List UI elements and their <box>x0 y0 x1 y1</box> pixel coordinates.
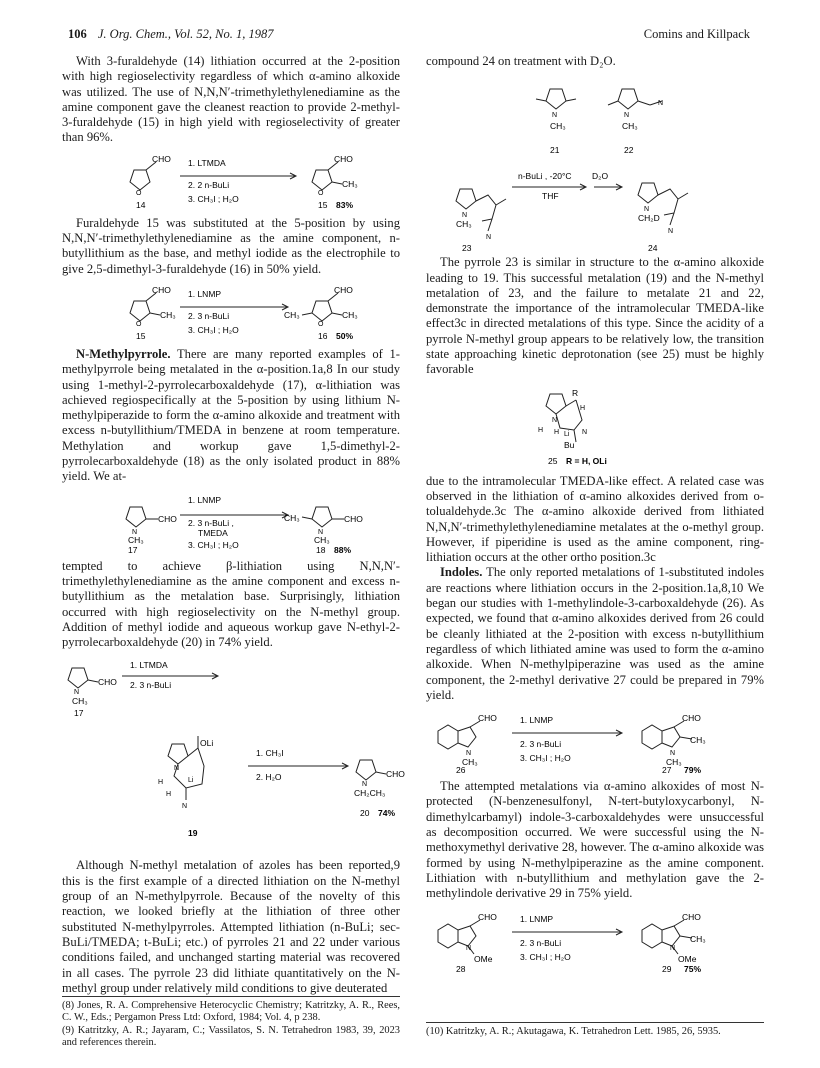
svg-text:Li: Li <box>564 430 570 438</box>
reagent-step1: 1. LNMP <box>520 913 554 924</box>
cho-label: CHO <box>334 284 353 295</box>
compound-number: 22 <box>624 145 634 156</box>
scheme-indole-28 <box>426 908 764 974</box>
paragraph: Although N-methyl metalation of azoles has been reported,9 this is the first example of a directed lithiation on the N-methyl group of an N-methylpyrrole. Because of the novelty of this reaction, we looked briefly at the lithiation of three other substituted N-methylpyrroles. Attempted lithiation (n-BuLi; sec-BuLi/TMEDA; t-BuLi; etc.) of pyrroles 21 and 22 under various conditions failed, and unchanged starting material was recovered in all cases. The pyrrole 23 did lithiate quantitatively on the N-methyl group under relatively mild conditions to give deuterated <box>62 858 400 995</box>
footnotes-left <box>62 1000 400 1050</box>
svg-text:O: O <box>136 189 142 197</box>
journal-citation: J. Org. Chem., Vol. 52, No. 1, 1987 <box>97 27 274 41</box>
footnotes-right <box>426 1026 764 1038</box>
paragraph: tempted to achieve β-lithiation using N,N,N′-trimethylethylenediamine as the amine component and excess n-butyllithium as the metalation base. Surprisingly, lithiation occurred with high regioselectivity on the N-methyl group. Addition of methyl iodide and aqueous workup gave N-ethyl-2-pyrrolecarboxaldehyde (20) in 74% yield. <box>62 558 400 650</box>
running-header <box>68 27 273 42</box>
paragraph: The only reported metalations of 1-substituted indoles are reactions where lithiation occurs in the 2-position.1a,8,10 We began our studies with 1-methylindole-3-carboxaldehyde (26). As expected, we found that α-amino alkoxides derived from 26 could be cleanly lithiated at the 2-position with excess n-butyllithium regardless of which lithiated amine was used to form the α-amino alkoxide. When N-methylpiperazine was used as the amine component, the 2-methyl derivative 27 could be prepared in 79% yield. <box>426 565 764 702</box>
paragraph: With 3-furaldehyde (14) lithiation occurred at the 2-position with high regioselectivity regardless of which α-amino alkoxide was utilized. The use of N,N,N′-trimethylethylenediamine as the amine component gave the cleanest reaction to provide 2-methyl-3-furaldehyde (15) in high yield with regioselectivity of greater than 96%. <box>62 54 400 145</box>
reagent-step3: 3. CH₃I ; H₂O <box>188 539 239 550</box>
ch3-label: CH₃ <box>284 309 300 320</box>
ch3-label: CH₃ <box>284 512 300 523</box>
reagent-step1: 1. LTMDA <box>130 660 168 671</box>
svg-text:N: N <box>466 750 472 758</box>
compound-number: 19 <box>188 828 198 839</box>
solvent: THF <box>542 191 559 202</box>
cho-label: CHO <box>334 153 353 164</box>
cho-label: CHO <box>478 911 497 922</box>
left-column <box>62 54 405 996</box>
svg-text:N: N <box>318 528 324 536</box>
svg-text:N: N <box>624 112 630 120</box>
compound-number: 18 <box>316 544 326 555</box>
svg-text:H: H <box>580 404 586 412</box>
ome-label: OMe <box>678 953 697 964</box>
page-number: 106 <box>68 27 87 41</box>
svg-text:N: N <box>182 803 188 811</box>
ome-label: OMe <box>474 953 493 964</box>
yield: 74% <box>378 808 396 819</box>
reagent-step2: 2. 2 n-BuLi <box>188 179 230 190</box>
svg-text:N: N <box>362 781 368 789</box>
scheme-pyrroles-21-24 <box>426 75 764 254</box>
footnote-rule <box>62 996 400 997</box>
paragraph: due to the intramolecular TMEDA-like effect. A related case was observed in the lithiation of α-amino alkoxides derived from o-tolualdehyde.3c The α-amino alkoxide derived from lithiated N,N,N′-trimethylethylenediamine metalates at the o-methyl group. However, if piperidine is used as the amine component, ring-lithiation occurs at the other ortho position.3c <box>426 473 764 565</box>
paragraph: The pyrrole 23 is similar in structure to the α-amino alkoxide leading to 19. This successful metalation (19) and the N-methyl metalation of 23, and the failure to metalate 21 and 22, demonstrate the importance of the intramolecular TMEDA-like effect3c in directed metalations of this type. Since the acidity of a pyrrole N-methyl group appears to be relatively low, the transition state approaching kinetic deprotonation (see 25) must be highly favorable <box>426 255 764 377</box>
cho-label: CHO <box>152 284 171 295</box>
ch3-label: CH₃ <box>72 696 88 707</box>
reagent-quench: D₂O <box>592 171 609 182</box>
scheme-pyrrole-17 <box>62 491 400 553</box>
reagent-step2: 2. 3 n-BuLi , <box>188 517 234 528</box>
cho-label: CHO <box>478 713 497 724</box>
cho-label: CHO <box>682 713 701 724</box>
svg-text:Li: Li <box>188 777 194 785</box>
svg-text:N: N <box>486 234 492 242</box>
cho-label: CHO <box>344 513 363 524</box>
svg-text:H: H <box>538 426 544 434</box>
reagent-step3: 3. CH₃I ; H₂O <box>188 324 239 335</box>
svg-text:N: N <box>466 944 472 952</box>
paragraph: compound 24 on treatment with D₂O. <box>426 54 616 68</box>
yield: 75% <box>684 963 702 974</box>
svg-text:N: N <box>644 206 650 214</box>
ch3-label: CH₃ <box>462 757 478 768</box>
reagent-step1: 1. LNMP <box>188 494 222 505</box>
ch3-label: CH₃ <box>666 757 682 768</box>
compound-number: 26 <box>456 765 466 776</box>
reagent-step2b: TMEDA <box>198 527 228 538</box>
cho-label: CHO <box>158 513 177 524</box>
svg-text:N: N <box>132 528 138 536</box>
r-label: R <box>572 387 579 398</box>
ch3-label: CH₃ <box>622 121 638 132</box>
compound-number: 20 <box>360 808 370 819</box>
compound-number: 28 <box>456 963 466 974</box>
substituent-note: R = H, OLi <box>566 455 607 466</box>
reagent-step2: 2. 3 n-BuLi <box>520 739 562 750</box>
svg-text:N: N <box>658 100 664 108</box>
cho-label: CHO <box>152 153 171 164</box>
oli-label: OLi <box>200 738 214 749</box>
reagent-base: n-BuLi , -20°C <box>518 171 572 182</box>
ch2d-label: CH₂D <box>638 213 660 224</box>
svg-text:O: O <box>318 189 324 197</box>
ch3-label: CH₃ <box>128 534 144 545</box>
footnote-8: (8) Jones, R. A. Comprehensive Heterocyclic Chemistry; Katritzky, A. R., Rees, C. W., Eds.; Pergamon Press Ltd: Oxford, 1984; Vol. 4, p 238. <box>62 1000 400 1024</box>
reagent-step1: 1. CH₃I <box>256 748 284 759</box>
compound-number: 17 <box>128 544 138 555</box>
paragraph: There are many reported examples of 1-methylpyrrole being metalated in the α-position.1a,8 In our study using 1-methyl-2-pyrrolecarboxaldehyde (17), α-lithiation was achieved regiospecifically at the 5-position by using lithium N-methylpiperazide to form the α-amino alkoxide and treatment with excess n-butyllithium/TMEDA in benzene at room temperature. Methylation and workup gave 1,5-dimethyl-2-pyrrolecarboxaldehyde (18) as the only isolated product in 88% yield. We at- <box>62 346 400 484</box>
svg-text:N: N <box>462 212 468 220</box>
reagent-step1: 1. LNMP <box>520 715 554 726</box>
scheme-furaldehyde-14 <box>62 152 400 210</box>
cho-label: CHO <box>682 911 701 922</box>
svg-text:O: O <box>318 320 324 328</box>
butyl-label: Bu <box>564 439 575 450</box>
svg-text:N: N <box>670 944 676 952</box>
reagent-step2: 2. H₂O <box>256 772 282 783</box>
compound-number: 29 <box>662 963 672 974</box>
scheme-transition-state-25 <box>426 384 764 468</box>
cho-label: CHO <box>98 677 117 688</box>
section-head: N-Methylpyrrole. <box>76 346 171 361</box>
footnote-9: (9) Katritzky, A. R.; Jayaram, C.; Vassilatos, S. N. Tetrahedron 1983, 39, 2023 and references therein. <box>62 1024 400 1049</box>
svg-text:N: N <box>174 765 180 773</box>
svg-text:N: N <box>582 428 588 436</box>
scheme-pyrrole-17-to-20 <box>62 656 405 852</box>
footnote-rule <box>426 1022 764 1023</box>
running-authors: Comins and Killpack <box>643 27 750 41</box>
ch3-label: CH₃ <box>160 309 176 320</box>
compound-number: 15 <box>136 330 146 341</box>
compound-number: 15 <box>318 199 328 210</box>
ch3-label: CH₃ <box>342 178 358 189</box>
svg-text:H: H <box>158 779 164 787</box>
svg-text:H: H <box>166 791 172 799</box>
svg-text:N: N <box>670 750 676 758</box>
reagent-step3: 3. CH₃I ; H₂O <box>520 753 571 764</box>
ch3-label: CH₃ <box>690 735 706 746</box>
svg-text:O: O <box>136 320 142 328</box>
compound-number: 21 <box>550 145 560 156</box>
cho-label: CHO <box>386 769 405 780</box>
svg-text:H: H <box>554 428 560 436</box>
compound-number: 14 <box>136 199 146 210</box>
compound-number: 16 <box>318 330 328 341</box>
ch3-label: CH₃ <box>550 121 566 132</box>
scheme-furaldehyde-15 <box>62 283 400 341</box>
ch3-label: CH₃ <box>690 933 706 944</box>
reagent-step2: 2. 3 n-BuLi <box>520 937 562 948</box>
svg-text:N: N <box>668 228 674 236</box>
scheme-indole-26 <box>426 709 764 776</box>
svg-text:N: N <box>74 689 80 697</box>
yield: 79% <box>684 765 702 776</box>
right-column <box>426 54 764 980</box>
reagent-step3: 3. CH₃I ; H₂O <box>188 193 239 204</box>
yield: 50% <box>336 330 354 341</box>
svg-text:N: N <box>552 112 558 120</box>
footnote-10: (10) Katritzky, A. R.; Akutagawa, K. Tetrahedron Lett. 1985, 26, 5935. <box>426 1026 721 1037</box>
section-head: Indoles. <box>440 565 483 580</box>
reagent-step2: 2. 3 n-BuLi <box>188 310 230 321</box>
compound-number: 23 <box>462 243 472 254</box>
ch3-label: CH₃ <box>342 309 358 320</box>
reagent-step2: 2. 3 n-BuLi <box>130 680 172 691</box>
svg-text:N: N <box>552 416 558 424</box>
reagent-step3: 3. CH₃I ; H₂O <box>520 951 571 962</box>
compound-number: 17 <box>74 708 84 719</box>
compound-number: 24 <box>648 243 658 254</box>
paragraph: Furaldehyde 15 was substituted at the 5-position by using N,N,N′-trimethylethylenediamine as the amine component, n-butyllithium as the base, and methyl iodide as the electrophile to give 2,5-dimethyl-3-furaldehyde (16) in 50% yield. <box>62 215 400 276</box>
yield: 83% <box>336 199 354 210</box>
ch3-label: CH₃ <box>314 534 330 545</box>
compound-number: 25 <box>548 455 558 466</box>
compound-number: 27 <box>662 765 672 776</box>
ch3-label: CH₃ <box>456 219 472 230</box>
yield: 88% <box>334 544 352 555</box>
reagent-step1: 1. LNMP <box>188 288 222 299</box>
reagent-step1: 1. LTMDA <box>188 157 226 168</box>
ethyl-label: CH₂CH₃ <box>354 788 386 799</box>
paragraph: The attempted metalations via α-amino alkoxides of most N-protected (N-benzenesulfonyl, N-tert-butyloxycarbonyl, N-dimethylcarbamyl) indole-3-carboxaldehydes were unsuccessful as decomposition occurred. We were successful using the N-methoxymethyl derivative 28, however. The α-amino alkoxide was formed by using N-methylpiperazine as the amine component. Lithiation with n-butyllithium and methylation gave the 2-methylindole derivative 29 in 75% yield. <box>426 779 764 901</box>
